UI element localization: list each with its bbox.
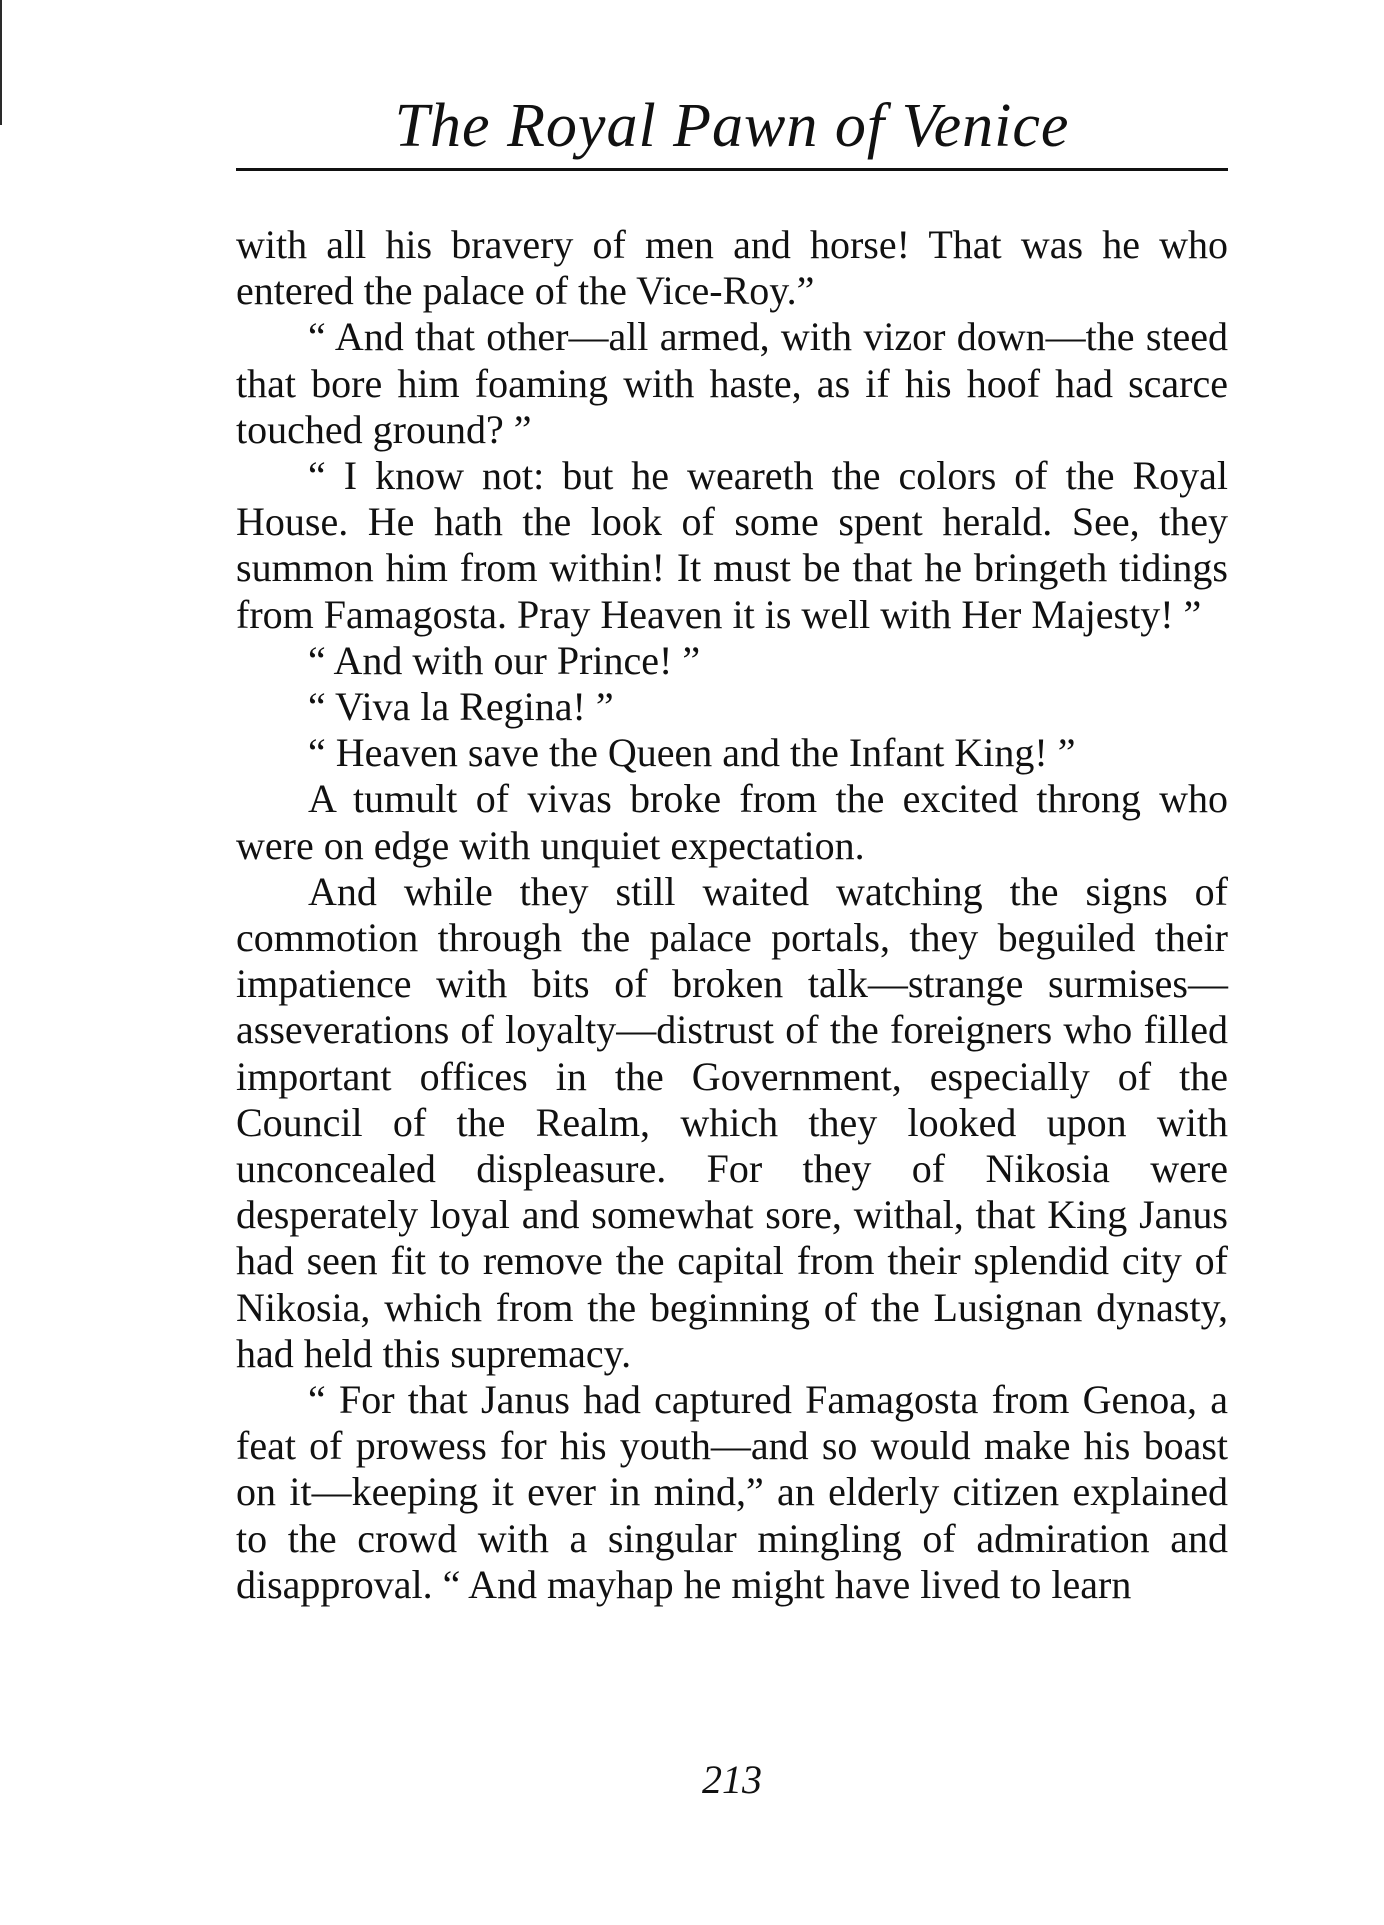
paragraph: A tumult of vivas broke from the excited throng who were on edge with unquiet expectation. <box>236 776 1228 868</box>
paragraph: And while they still waited watching the signs of commotion through the palace portals, they beguiled their impatience with bits of broken talk—strange surmises—asseverations of loyalty—distrust of the foreigners who filled important offices in the Government, especially of the Council of the Realm, which they looked upon with unconcealed displeasure. For they of Nikosia were desperately loyal and somewhat sore, withal, that King Janus had seen fit to remove the capital from their splendid city of Nikosia, which from the beginning of the Lusignan dynasty, had held this supremacy. <box>236 868 1228 1376</box>
paragraph: “ And with our Prince! ” <box>308 637 701 683</box>
paragraph: “ I know not: but he weareth the colors of the Royal House. He hath the look of some spent herald. See, they summon him from within! It must be that he bringeth tidings from Famagosta. Pray Heaven it is well with Her Majesty! ” <box>236 453 1228 637</box>
margin-line <box>0 0 2 125</box>
header-rule <box>236 168 1228 171</box>
paragraph: “ Heaven save the Queen and the Infant King! ” <box>308 730 1076 776</box>
page-header <box>236 88 1228 164</box>
paragraph: “ For that Janus had captured Famagosta from Genoa, a feat of prowess for his youth—and so would make his boast on it—keeping it ever in mind,” an elderly citizen explained to the crowd with a singular mingling of admiration and disapproval. “ And mayhap he might have lived to learn <box>236 1377 1228 1607</box>
paragraph: “ Viva la Regina! ” <box>308 684 614 730</box>
page-number: 213 <box>702 1757 762 1802</box>
paragraph: “ And that other—all armed, with vizor down—the steed that bore him foaming with haste, as if his hoof had scarce touched ground? ” <box>236 314 1228 452</box>
running-title: The Royal Pawn of Venice <box>394 92 1070 160</box>
paragraph: with all his bravery of men and horse! That was he who entered the palace of the Vice-Roy.” <box>236 222 1228 314</box>
body-text <box>236 222 1228 1608</box>
